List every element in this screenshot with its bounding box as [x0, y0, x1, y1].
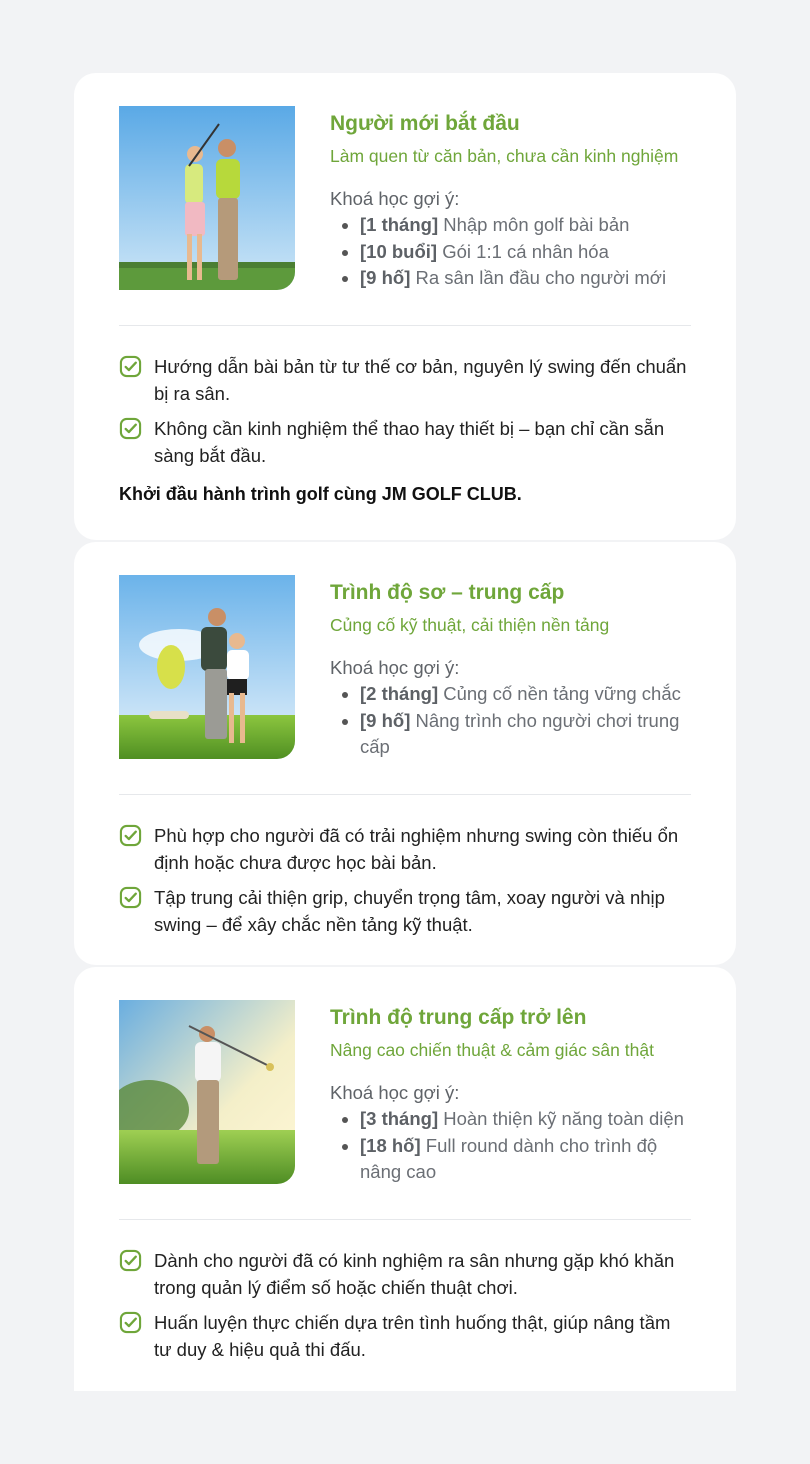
- benefit-item: Hướng dẫn bài bản từ tư thế cơ bản, nguyên lý swing đến chuẩn bị ra sân.: [119, 353, 691, 407]
- course-item: • [9 hố] Nâng trình cho người chơi trung cấp: [360, 708, 691, 761]
- suggested-courses-label: Khoá học gợi ý:: [330, 188, 460, 209]
- check-circle-icon: [119, 1249, 142, 1272]
- suggested-courses-list: [330, 212, 691, 292]
- card-subtitle: Nâng cao chiến thuật & cảm giác sân thật: [330, 1040, 654, 1060]
- golfer-swing-photo: [119, 1000, 295, 1184]
- card-title: Trình độ sơ – trung cấp: [330, 581, 565, 604]
- course-item: • [9 hố] Ra sân lần đầu cho người mới: [360, 265, 691, 292]
- divider: [119, 1219, 691, 1220]
- check-circle-icon: [119, 355, 142, 378]
- divider: [119, 794, 691, 795]
- check-circle-icon: [119, 824, 142, 847]
- card-subtitle: Củng cố kỹ thuật, cải thiện nền tảng: [330, 615, 610, 635]
- course-item: • [10 buổi] Gói 1:1 cá nhân hóa: [360, 239, 691, 266]
- suggested-courses-label: Khoá học gợi ý:: [330, 1082, 460, 1103]
- benefit-item: Phù hợp cho người đã có trải nghiệm nhưng swing còn thiếu ổn định hoặc chưa được học bài bản.: [119, 822, 691, 876]
- level-card-beginner: [74, 73, 736, 540]
- course-item: • [1 tháng] Nhập môn golf bài bản: [360, 212, 691, 239]
- benefit-item: Dành cho người đã có kinh nghiệm ra sân nhưng gặp khó khăn trong quản lý điểm số hoặc chiến thuật chơi.: [119, 1247, 691, 1301]
- benefit-item: Tập trung cải thiện grip, chuyển trọng tâm, xoay người và nhịp swing – để xây chắc nền tảng kỹ thuật.: [119, 884, 691, 938]
- benefit-item: Huấn luyện thực chiến dựa trên tình huống thật, giúp nâng tầm tư duy & hiệu quả thi đấu.: [119, 1309, 691, 1363]
- level-card-basic-intermediate: [74, 542, 736, 965]
- suggested-courses-list: [330, 1106, 691, 1186]
- closing-statement: Khởi đầu hành trình golf cùng JM GOLF CLUB.: [119, 483, 522, 504]
- golfers-walking-photo: [119, 575, 295, 759]
- level-card-intermediate-advanced: [74, 967, 736, 1391]
- beginner-lesson-photo: [119, 106, 295, 290]
- card-title: Trình độ trung cấp trở lên: [330, 1006, 587, 1029]
- course-item: • [3 tháng] Hoàn thiện kỹ năng toàn diện: [360, 1106, 691, 1133]
- card-title: Người mới bắt đầu: [330, 112, 520, 135]
- check-circle-icon: [119, 1311, 142, 1334]
- check-circle-icon: [119, 417, 142, 440]
- suggested-courses-list: [330, 681, 691, 761]
- course-item: • [18 hố] Full round dành cho trình độ nâng cao: [360, 1133, 691, 1186]
- card-subtitle: Làm quen từ căn bản, chưa cần kinh nghiệm: [330, 146, 679, 166]
- benefit-item: Không cần kinh nghiệm thể thao hay thiết bị – bạn chỉ cần sẵn sàng bắt đầu.: [119, 415, 691, 469]
- check-circle-icon: [119, 886, 142, 909]
- course-item: • [2 tháng] Củng cố nền tảng vững chắc: [360, 681, 691, 708]
- divider: [119, 325, 691, 326]
- suggested-courses-label: Khoá học gợi ý:: [330, 657, 460, 678]
